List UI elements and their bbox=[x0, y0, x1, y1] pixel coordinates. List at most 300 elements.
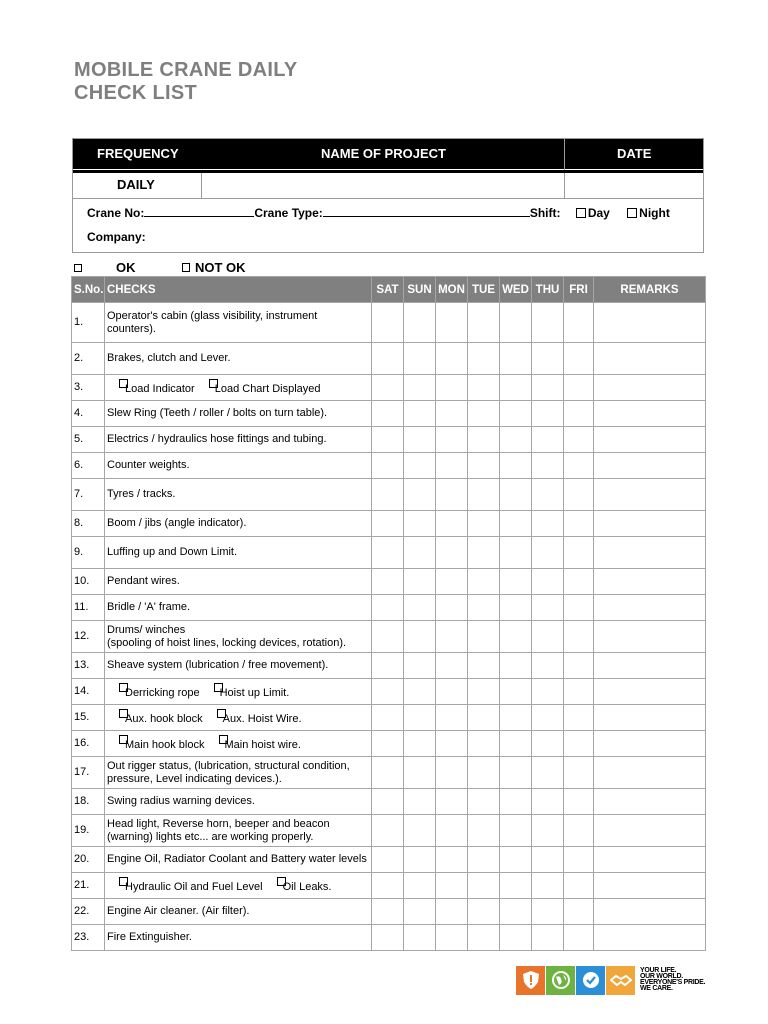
check-text: Engine Oil, Radiator Coolant and Battery water levels bbox=[107, 853, 367, 865]
cell-wed[interactable] bbox=[500, 621, 532, 653]
cell-wed[interactable] bbox=[500, 653, 532, 679]
cell-sat[interactable] bbox=[372, 427, 404, 453]
row-number: 7. bbox=[72, 479, 105, 511]
cell-tue[interactable] bbox=[468, 873, 500, 899]
cell-thu[interactable] bbox=[532, 731, 564, 757]
header-separator bbox=[73, 198, 703, 199]
check-text: Bridle / 'A' frame. bbox=[107, 601, 191, 613]
cell-sat[interactable] bbox=[372, 453, 404, 479]
cell-tue[interactable] bbox=[468, 679, 500, 705]
cell-sun[interactable] bbox=[404, 303, 436, 343]
cell-mon[interactable] bbox=[436, 427, 468, 453]
check-text: Tyres / tracks. bbox=[107, 488, 176, 500]
table-row bbox=[72, 731, 706, 757]
item-label: Hoist up Limit. bbox=[219, 687, 290, 699]
crane-type-field[interactable] bbox=[323, 205, 530, 217]
cell-sat[interactable] bbox=[372, 621, 404, 653]
check-text-2: (spooling of hoist lines, locking devices, rotation). bbox=[107, 636, 347, 649]
cell-sun[interactable] bbox=[404, 569, 436, 595]
col-mon: MON bbox=[436, 277, 468, 303]
cell-wed[interactable] bbox=[500, 815, 532, 847]
table-row bbox=[72, 453, 706, 479]
legend-ok bbox=[74, 260, 136, 275]
cell-sun[interactable] bbox=[404, 479, 436, 511]
cell-fri[interactable] bbox=[564, 303, 594, 343]
cell-tue[interactable] bbox=[468, 757, 500, 789]
cell-thu[interactable] bbox=[532, 453, 564, 479]
day-checkbox[interactable] bbox=[576, 208, 586, 218]
cell-thu[interactable] bbox=[532, 847, 564, 873]
check-item bbox=[105, 847, 372, 873]
cell-mon[interactable] bbox=[436, 453, 468, 479]
check-text: Luffing up and Down Limit. bbox=[107, 546, 238, 558]
cell-mon[interactable] bbox=[436, 343, 468, 375]
cell-sat[interactable] bbox=[372, 757, 404, 789]
cell-mon[interactable] bbox=[436, 511, 468, 537]
logo-line-2: OUR WORLD. bbox=[640, 973, 683, 980]
cell-sun[interactable] bbox=[404, 343, 436, 375]
check-text: Engine Air cleaner. (Air filter). bbox=[107, 905, 250, 917]
table-row bbox=[72, 653, 706, 679]
cell-sat[interactable] bbox=[372, 401, 404, 427]
cell-mon[interactable] bbox=[436, 653, 468, 679]
cell-mon[interactable] bbox=[436, 847, 468, 873]
cell-remarks[interactable] bbox=[594, 847, 706, 873]
cell-mon[interactable] bbox=[436, 899, 468, 925]
logo-line-1: YOUR LIFE. bbox=[640, 967, 677, 974]
cell-remarks[interactable] bbox=[594, 789, 706, 815]
cell-thu[interactable] bbox=[532, 511, 564, 537]
table-row bbox=[72, 537, 706, 569]
table-row bbox=[72, 303, 706, 343]
row-number: 2. bbox=[72, 343, 105, 375]
cell-thu[interactable] bbox=[532, 679, 564, 705]
cell-mon[interactable] bbox=[436, 569, 468, 595]
item-label: Load Indicator bbox=[125, 383, 195, 395]
check-text: Sheave system (lubrication / free movement). bbox=[107, 659, 329, 671]
cell-sun[interactable] bbox=[404, 873, 436, 899]
table-row bbox=[72, 789, 706, 815]
table-row bbox=[72, 569, 706, 595]
cell-mon[interactable] bbox=[436, 873, 468, 899]
cell-tue[interactable] bbox=[468, 375, 500, 401]
row-number: 9. bbox=[72, 537, 105, 569]
cell-mon[interactable] bbox=[436, 789, 468, 815]
cell-fri[interactable] bbox=[564, 899, 594, 925]
row-number: 10. bbox=[72, 569, 105, 595]
check-item bbox=[105, 375, 372, 401]
cell-tue[interactable] bbox=[468, 899, 500, 925]
cell-sun[interactable] bbox=[404, 899, 436, 925]
col-wed: WED bbox=[500, 277, 532, 303]
cell-mon[interactable] bbox=[436, 621, 468, 653]
cell-tue[interactable] bbox=[468, 569, 500, 595]
cell-tue[interactable] bbox=[468, 479, 500, 511]
cell-remarks[interactable] bbox=[594, 925, 706, 951]
cell-tue[interactable] bbox=[468, 537, 500, 569]
cell-thu[interactable] bbox=[532, 653, 564, 679]
crane-row bbox=[87, 205, 670, 220]
cell-tue[interactable] bbox=[468, 847, 500, 873]
check-text: Fire Extinguisher. bbox=[107, 931, 192, 943]
night-checkbox[interactable] bbox=[627, 208, 637, 218]
cell-remarks[interactable] bbox=[594, 427, 706, 453]
check-item bbox=[105, 705, 372, 731]
cell-wed[interactable] bbox=[500, 789, 532, 815]
cell-wed[interactable] bbox=[500, 925, 532, 951]
cell-remarks[interactable] bbox=[594, 343, 706, 375]
cell-wed[interactable] bbox=[500, 427, 532, 453]
check-item bbox=[105, 343, 372, 375]
table-row bbox=[72, 401, 706, 427]
page-title bbox=[74, 59, 298, 105]
cell-sat[interactable] bbox=[372, 815, 404, 847]
cell-sat[interactable] bbox=[372, 679, 404, 705]
table-row bbox=[72, 925, 706, 951]
check-text: Electrics / hydraulics hose fittings and tubing. bbox=[107, 433, 327, 445]
date-label: DATE bbox=[617, 146, 652, 161]
cell-mon[interactable] bbox=[436, 731, 468, 757]
cell-sat[interactable] bbox=[372, 925, 404, 951]
cell-sat[interactable] bbox=[372, 303, 404, 343]
cell-tue[interactable] bbox=[468, 401, 500, 427]
cell-wed[interactable] bbox=[500, 899, 532, 925]
cell-fri[interactable] bbox=[564, 847, 594, 873]
cell-tue[interactable] bbox=[468, 511, 500, 537]
cell-remarks[interactable] bbox=[594, 479, 706, 511]
cell-sun[interactable] bbox=[404, 375, 436, 401]
cell-remarks[interactable] bbox=[594, 537, 706, 569]
cell-remarks[interactable] bbox=[594, 873, 706, 899]
table-row bbox=[72, 847, 706, 873]
cell-thu[interactable] bbox=[532, 401, 564, 427]
cell-wed[interactable] bbox=[500, 569, 532, 595]
cell-wed[interactable] bbox=[500, 375, 532, 401]
day-label: Day bbox=[587, 206, 610, 220]
check-text: Operator's cabin (glass visibility, instrument counters). bbox=[107, 309, 318, 335]
cell-tue[interactable] bbox=[468, 815, 500, 847]
table-row bbox=[72, 479, 706, 511]
row-number: 21. bbox=[72, 873, 105, 899]
table-body bbox=[72, 303, 706, 951]
header-bar bbox=[73, 139, 703, 169]
cell-thu[interactable] bbox=[532, 303, 564, 343]
cell-mon[interactable] bbox=[436, 925, 468, 951]
cell-fri[interactable] bbox=[564, 757, 594, 789]
cell-wed[interactable] bbox=[500, 343, 532, 375]
logo-line-3: EVERYONE'S PRIDE. bbox=[640, 979, 706, 986]
cell-mon[interactable] bbox=[436, 479, 468, 511]
cell-sun[interactable] bbox=[404, 789, 436, 815]
cell-fri[interactable] bbox=[564, 479, 594, 511]
table-row bbox=[72, 757, 706, 789]
cell-fri[interactable] bbox=[564, 815, 594, 847]
ok-box-icon bbox=[74, 264, 82, 272]
cell-tue[interactable] bbox=[468, 621, 500, 653]
cell-thu[interactable] bbox=[532, 925, 564, 951]
cell-sat[interactable] bbox=[372, 789, 404, 815]
cell-thu[interactable] bbox=[532, 537, 564, 569]
row-number: 14. bbox=[72, 679, 105, 705]
legend-ok-label: OK bbox=[116, 260, 136, 275]
logo-text bbox=[640, 968, 705, 992]
night-label: Night bbox=[639, 206, 670, 220]
cell-wed[interactable] bbox=[500, 847, 532, 873]
cell-remarks[interactable] bbox=[594, 453, 706, 479]
cell-tue[interactable] bbox=[468, 925, 500, 951]
cell-tue[interactable] bbox=[468, 595, 500, 621]
cell-tue[interactable] bbox=[468, 343, 500, 375]
cell-sun[interactable] bbox=[404, 537, 436, 569]
table-row bbox=[72, 595, 706, 621]
item-label: Aux. Hoist Wire. bbox=[222, 713, 302, 725]
cell-thu[interactable] bbox=[532, 705, 564, 731]
cell-remarks[interactable] bbox=[594, 757, 706, 789]
cell-fri[interactable] bbox=[564, 595, 594, 621]
row-number: 6. bbox=[72, 453, 105, 479]
crane-no-field[interactable] bbox=[144, 205, 254, 217]
cell-wed[interactable] bbox=[500, 401, 532, 427]
cell-tue[interactable] bbox=[468, 705, 500, 731]
cell-thu[interactable] bbox=[532, 595, 564, 621]
cell-fri[interactable] bbox=[564, 679, 594, 705]
cell-sat[interactable] bbox=[372, 653, 404, 679]
cell-remarks[interactable] bbox=[594, 899, 706, 925]
cell-wed[interactable] bbox=[500, 595, 532, 621]
cell-sun[interactable] bbox=[404, 757, 436, 789]
cell-remarks[interactable] bbox=[594, 815, 706, 847]
check-text: Out rigger status, (lubrication, structural condition, pressure, Level indicating devices.). bbox=[107, 759, 350, 785]
item-label: Hydraulic Oil and Fuel Level bbox=[125, 881, 263, 893]
check-text: Head light, Reverse horn, beeper and beacon (warning) lights etc... are working properly. bbox=[107, 817, 330, 843]
cell-sun[interactable] bbox=[404, 731, 436, 757]
cell-fri[interactable] bbox=[564, 925, 594, 951]
row-number: 11. bbox=[72, 595, 105, 621]
row-number: 15. bbox=[72, 705, 105, 731]
cell-thu[interactable] bbox=[532, 427, 564, 453]
row-number: 5. bbox=[72, 427, 105, 453]
cell-thu[interactable] bbox=[532, 375, 564, 401]
cell-sun[interactable] bbox=[404, 847, 436, 873]
check-text: Counter weights. bbox=[107, 459, 190, 471]
company-label: Company: bbox=[87, 230, 146, 244]
cell-sat[interactable] bbox=[372, 511, 404, 537]
cell-remarks[interactable] bbox=[594, 653, 706, 679]
table-row bbox=[72, 899, 706, 925]
check-badge-icon bbox=[581, 970, 601, 990]
cell-mon[interactable] bbox=[436, 375, 468, 401]
check-item bbox=[105, 569, 372, 595]
legend-not-ok-label: NOT OK bbox=[195, 260, 246, 275]
cell-mon[interactable] bbox=[436, 815, 468, 847]
cell-wed[interactable] bbox=[500, 757, 532, 789]
cell-tue[interactable] bbox=[468, 453, 500, 479]
row-number: 4. bbox=[72, 401, 105, 427]
cell-sat[interactable] bbox=[372, 569, 404, 595]
row-number: 17. bbox=[72, 757, 105, 789]
cell-fri[interactable] bbox=[564, 705, 594, 731]
check-item bbox=[105, 401, 372, 427]
cell-sun[interactable] bbox=[404, 815, 436, 847]
check-item bbox=[105, 789, 372, 815]
table-row bbox=[72, 375, 706, 401]
table-header-row bbox=[72, 277, 706, 303]
check-item bbox=[105, 925, 372, 951]
cell-remarks[interactable] bbox=[594, 375, 706, 401]
cell-tue[interactable] bbox=[468, 653, 500, 679]
cell-thu[interactable] bbox=[532, 873, 564, 899]
cell-remarks[interactable] bbox=[594, 569, 706, 595]
check-text: Slew Ring (Teeth / roller / bolts on turn table). bbox=[107, 407, 328, 419]
cell-remarks[interactable] bbox=[594, 731, 706, 757]
cell-thu[interactable] bbox=[532, 815, 564, 847]
table-row bbox=[72, 621, 706, 653]
cell-sat[interactable] bbox=[372, 731, 404, 757]
cell-sun[interactable] bbox=[404, 511, 436, 537]
cell-fri[interactable] bbox=[564, 873, 594, 899]
cell-fri[interactable] bbox=[564, 453, 594, 479]
checklist-table bbox=[71, 276, 706, 951]
frequency-value: DAILY bbox=[117, 177, 155, 192]
cell-fri[interactable] bbox=[564, 731, 594, 757]
item-label: Main hook block bbox=[125, 739, 205, 751]
cell-thu[interactable] bbox=[532, 621, 564, 653]
row-number: 20. bbox=[72, 847, 105, 873]
cell-thu[interactable] bbox=[532, 899, 564, 925]
item-label: Derricking rope bbox=[125, 687, 200, 699]
cell-fri[interactable] bbox=[564, 569, 594, 595]
cell-thu[interactable] bbox=[532, 343, 564, 375]
cell-fri[interactable] bbox=[564, 343, 594, 375]
cell-mon[interactable] bbox=[436, 303, 468, 343]
cell-sat[interactable] bbox=[372, 343, 404, 375]
col-sun: SUN bbox=[404, 277, 436, 303]
header-rule bbox=[73, 170, 703, 173]
cell-fri[interactable] bbox=[564, 537, 594, 569]
item-label: Aux. hook block bbox=[125, 713, 203, 725]
check-item bbox=[105, 511, 372, 537]
col-checks: CHECKS bbox=[105, 277, 372, 303]
cell-sat[interactable] bbox=[372, 595, 404, 621]
cell-sat[interactable] bbox=[372, 537, 404, 569]
cell-sun[interactable] bbox=[404, 925, 436, 951]
cell-remarks[interactable] bbox=[594, 705, 706, 731]
check-item bbox=[105, 427, 372, 453]
cell-thu[interactable] bbox=[532, 757, 564, 789]
cell-remarks[interactable] bbox=[594, 621, 706, 653]
frequency-label: FREQUENCY bbox=[97, 146, 179, 161]
cell-mon[interactable] bbox=[436, 757, 468, 789]
row-number: 3. bbox=[72, 375, 105, 401]
col-fri: FRI bbox=[564, 277, 594, 303]
cell-tue[interactable] bbox=[468, 789, 500, 815]
cell-fri[interactable] bbox=[564, 653, 594, 679]
cell-remarks[interactable] bbox=[594, 679, 706, 705]
check-item bbox=[105, 757, 372, 789]
cell-sun[interactable] bbox=[404, 595, 436, 621]
cell-sat[interactable] bbox=[372, 847, 404, 873]
col-thu: THU bbox=[532, 277, 564, 303]
table-row bbox=[72, 511, 706, 537]
title-line-2: CHECK LIST bbox=[74, 82, 197, 104]
check-item bbox=[105, 873, 372, 899]
cell-sat[interactable] bbox=[372, 873, 404, 899]
item-label: Load Chart Displayed bbox=[214, 383, 321, 395]
not-ok-box-icon bbox=[182, 263, 190, 272]
cell-remarks[interactable] bbox=[594, 401, 706, 427]
cell-remarks[interactable] bbox=[594, 595, 706, 621]
cell-thu[interactable] bbox=[532, 569, 564, 595]
check-text: Boom / jibs (angle indicator). bbox=[107, 517, 247, 529]
cell-sat[interactable] bbox=[372, 705, 404, 731]
cell-thu[interactable] bbox=[532, 479, 564, 511]
cell-tue[interactable] bbox=[468, 731, 500, 757]
cell-wed[interactable] bbox=[500, 679, 532, 705]
row-number: 19. bbox=[72, 815, 105, 847]
cell-mon[interactable] bbox=[436, 595, 468, 621]
cell-sun[interactable] bbox=[404, 653, 436, 679]
cell-tue[interactable] bbox=[468, 427, 500, 453]
cell-wed[interactable] bbox=[500, 537, 532, 569]
check-item bbox=[105, 731, 372, 757]
cell-sun[interactable] bbox=[404, 705, 436, 731]
cell-fri[interactable] bbox=[564, 427, 594, 453]
cell-sat[interactable] bbox=[372, 899, 404, 925]
cell-remarks[interactable] bbox=[594, 511, 706, 537]
handshake-icon bbox=[610, 972, 632, 988]
daily-divider bbox=[201, 173, 202, 199]
col-tue: TUE bbox=[468, 277, 500, 303]
cell-mon[interactable] bbox=[436, 537, 468, 569]
cell-fri[interactable] bbox=[564, 401, 594, 427]
table-row bbox=[72, 815, 706, 847]
cell-sat[interactable] bbox=[372, 375, 404, 401]
check-text: Pendant wires. bbox=[107, 575, 180, 587]
cell-sun[interactable] bbox=[404, 453, 436, 479]
cell-fri[interactable] bbox=[564, 621, 594, 653]
cell-wed[interactable] bbox=[500, 303, 532, 343]
cell-wed[interactable] bbox=[500, 731, 532, 757]
cell-fri[interactable] bbox=[564, 789, 594, 815]
cell-sat[interactable] bbox=[372, 479, 404, 511]
cell-wed[interactable] bbox=[500, 453, 532, 479]
row-number: 18. bbox=[72, 789, 105, 815]
cell-mon[interactable] bbox=[436, 679, 468, 705]
cell-sun[interactable] bbox=[404, 427, 436, 453]
cell-tue[interactable] bbox=[468, 303, 500, 343]
cell-remarks[interactable] bbox=[594, 303, 706, 343]
col-sno: S.No. bbox=[72, 277, 105, 303]
cell-mon[interactable] bbox=[436, 401, 468, 427]
check-item bbox=[105, 595, 372, 621]
shield-icon bbox=[522, 970, 540, 990]
row-number: 22. bbox=[72, 899, 105, 925]
globe-icon bbox=[551, 970, 571, 990]
cell-thu[interactable] bbox=[532, 789, 564, 815]
check-item bbox=[105, 621, 372, 653]
cell-wed[interactable] bbox=[500, 479, 532, 511]
cell-wed[interactable] bbox=[500, 705, 532, 731]
cell-sun[interactable] bbox=[404, 621, 436, 653]
cell-wed[interactable] bbox=[500, 873, 532, 899]
logo-tile-2 bbox=[546, 966, 575, 995]
cell-fri[interactable] bbox=[564, 375, 594, 401]
cell-sun[interactable] bbox=[404, 401, 436, 427]
cell-mon[interactable] bbox=[436, 705, 468, 731]
cell-sun[interactable] bbox=[404, 679, 436, 705]
cell-wed[interactable] bbox=[500, 511, 532, 537]
cell-fri[interactable] bbox=[564, 511, 594, 537]
